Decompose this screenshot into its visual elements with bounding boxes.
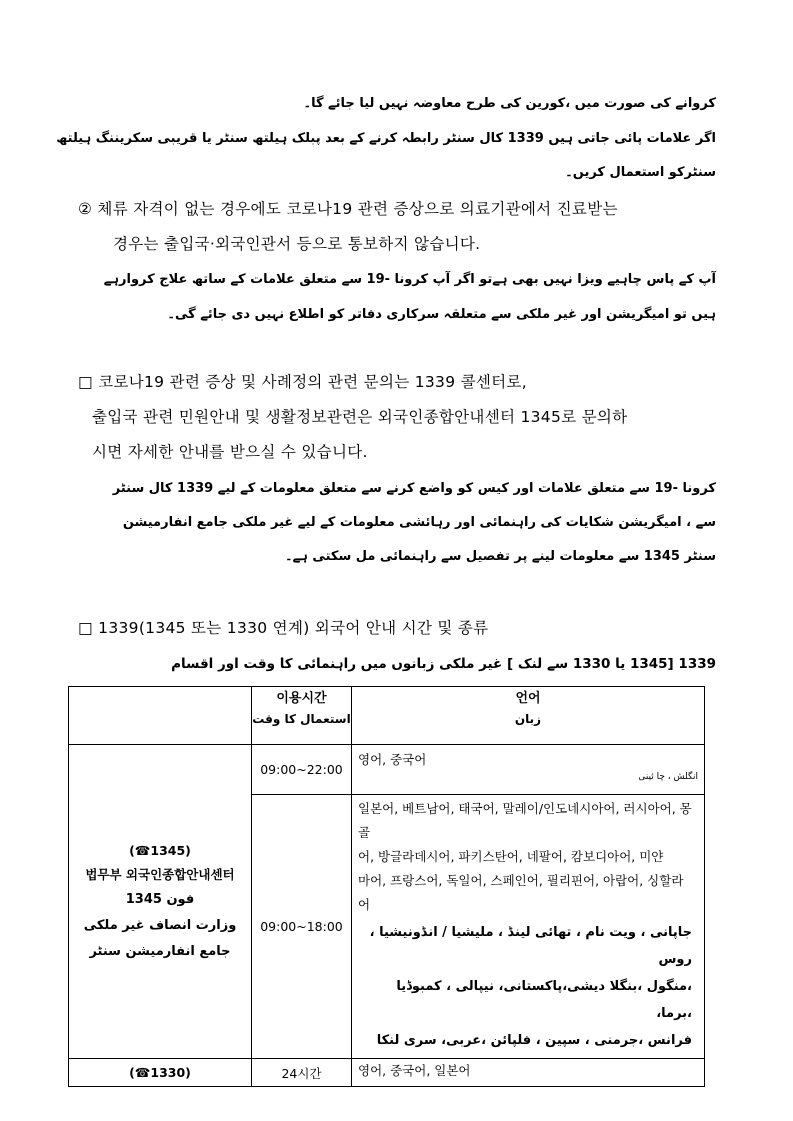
center-1345-name-korean: 법무부 외국인종합안내센터 [85, 866, 235, 882]
korean-paragraph-line: □ 코로나19 관련 증상 및 사례정의 관련 문의는 1339 콜센터로, [78, 373, 527, 391]
header-language-urdu: زبان [514, 712, 542, 726]
center-1345-name-urdu: فون 1345 [125, 891, 195, 907]
language-list-korean: 일본어, 베트남어, 태국어, 말레이/인도네시아어, 러시아어, 몽골 [358, 801, 692, 840]
table-header-time [252, 687, 352, 745]
urdu-paragraph-line: کرونا -19 سے متعلق علامات اور کیس کو واضع کرنے سے متعلق معلومات کے لیے 1339 کال سنٹر [112, 481, 716, 496]
language-list-urdu-line: جاپانی ، ویت نام ، تھائی لینڈ ، ملیشیا / انڈونیشیا ، روس [369, 925, 692, 967]
language-list-urdu-line: فرانس ،جرمنی ، سپین ، فلپائن ،عربی، سری لنکا [376, 1033, 692, 1048]
language-cell [352, 745, 705, 795]
language-list-korean: 어 [358, 897, 371, 912]
center-1330-phone: (☎1330) [129, 1064, 191, 1080]
time-cell: 24시간 [252, 1059, 352, 1087]
center-1345-name-urdu: وزارت انصاف غیر ملکی [83, 917, 237, 933]
language-list-korean: 마어, 프랑스어, 독일어, 스페인어, 필리핀어, 아랍어, 싱할라 [358, 873, 684, 888]
korean-paragraph-line: 시면 자세한 안내를 받으실 수 있습니다. [92, 443, 368, 461]
header-time-urdu: استعمال کا وقت [252, 712, 351, 726]
language-cell [352, 795, 705, 1059]
center-1345-name-urdu: جامع انفارمیشن سنٹر [89, 943, 231, 959]
language-list-korean: 어, 방글라데시어, 파키스탄어, 네팔어, 캄보디아어, 미얀 [358, 849, 664, 864]
table-header-empty [69, 687, 252, 745]
language-service-table [68, 686, 705, 1087]
korean-paragraph-line: 출입국 관련 민원안내 및 생활정보관련은 외국인종합안내센터 1345로 문의하 [92, 408, 628, 426]
time-cell: 09:00~18:00 [252, 795, 352, 1059]
schedule-title-urdu: 1339 [1345 یا 1330 سے لنک ] غیر ملکی زبانوں میں راہنمائی کا وقت اور اقسام [171, 656, 716, 672]
urdu-paragraph-line: سنٹر 1345 سے معلومات لینے پر تفصیل سے راہنمائی مل سکتی ہے۔ [285, 549, 716, 564]
header-time-korean: 이용시간 [276, 691, 327, 706]
language-cell [352, 1059, 705, 1087]
korean-paragraph-line: 경우는 출입국·외국인관서 등으로 통보하지 않습니다. [113, 235, 481, 253]
language-list-korean: 영어, 중국어, 일본어 [358, 1063, 471, 1078]
center-1345-phone: (☎1345) [129, 842, 191, 858]
center-1345-cell [69, 745, 252, 1059]
table-row [69, 745, 705, 795]
korean-paragraph-line: ② 체류 자격이 없는 경우에도 코로나19 관련 증상으로 의료기관에서 진료받는 [78, 200, 618, 218]
header-language-korean: 언어 [515, 691, 541, 706]
language-list-urdu: انگلش ، چا ئینی [638, 772, 698, 782]
time-cell: 09:00~22:00 [252, 745, 352, 795]
schedule-title-korean: □ 1339(1345 또는 1330 연계) 외국어 안내 시간 및 종류 [78, 619, 489, 637]
urdu-paragraph-line: اگر علامات پائی جاتی ہیں 1339 کال سنٹر رابطہ کرنے کے بعد پبلک ہیلتھ سنٹر یا قریبی سکریننگ ہیلتھ [56, 131, 716, 146]
urdu-paragraph-line: سنٹرکو استعمال کریں۔ [565, 165, 716, 180]
table-header-row [69, 687, 705, 745]
language-list-urdu [352, 917, 704, 1058]
urdu-paragraph-line: آپ کے پاس چاہیے ویزا نہیں بھی ہےتو اگر آپ کرونا -19 سے متعلق علامات کے ساتھ علاج کروارہے [103, 272, 716, 287]
language-list-korean: 영어, 중국어 [358, 752, 427, 767]
urdu-paragraph-line: کروانے کی صورت میں ،کورین کی طرح معاوضہ نہیں لیا جائے گا۔ [303, 96, 716, 111]
table-row [69, 1059, 705, 1087]
language-list-urdu-line: ،منگول ،بنگلا دیشی،پاکستانی، نیپالی ، کمبوڈیا ،برما، [396, 979, 692, 1021]
table-header-language [352, 687, 705, 745]
center-1330-cell [69, 1059, 252, 1087]
urdu-paragraph-line: سے ، امیگریشن شکایات کی راہنمائی اور رہائشی معلومات کے لیے غیر ملکی جامع انفارمیشن [122, 515, 716, 530]
urdu-paragraph-line: ہیں تو امیگریشن اور غیر ملکی سے متعلقہ سرکاری دفاتر کو اطلاع نہیں دی جائے گی۔ [167, 307, 716, 322]
